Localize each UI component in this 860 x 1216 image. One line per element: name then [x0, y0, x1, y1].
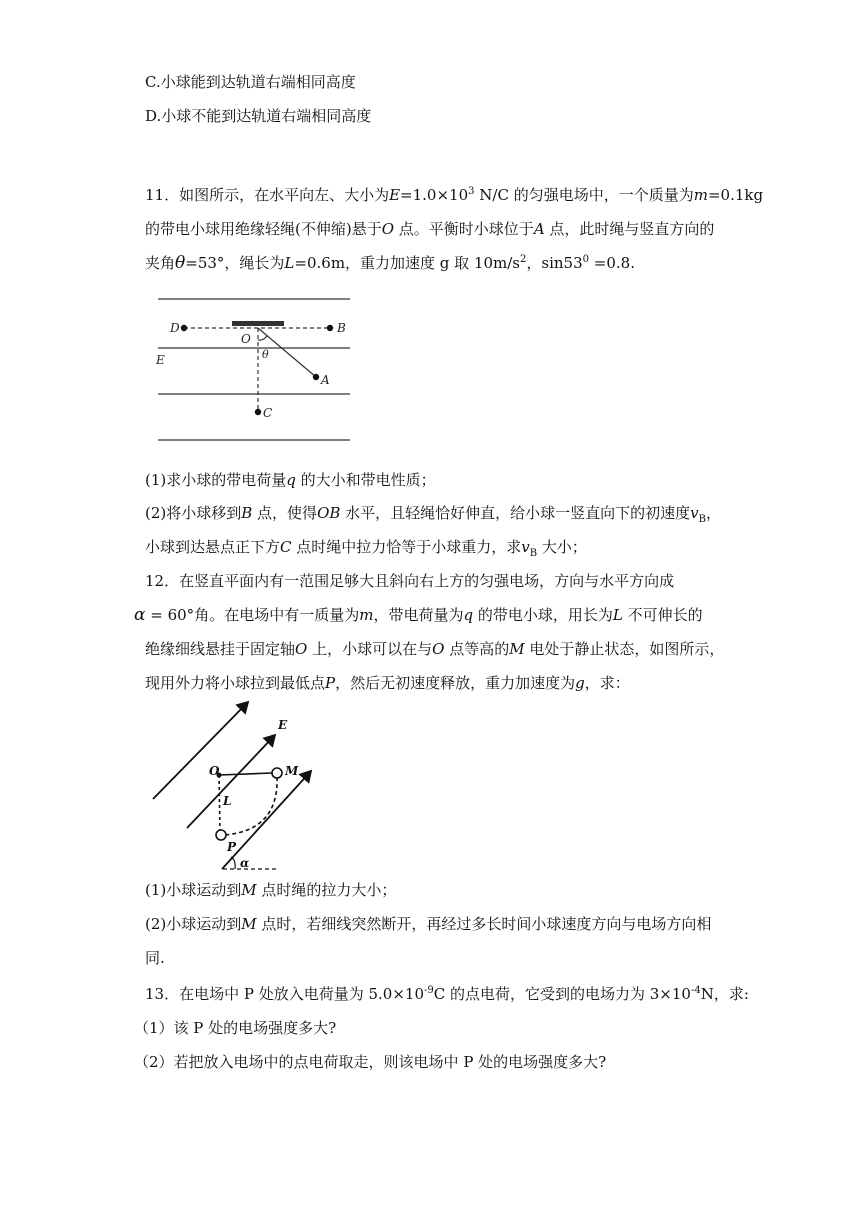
- label-c: C: [263, 406, 273, 420]
- q11-line-1: 11．如图所示，在水平向左、大小为$E=1.0\times 10^3$ N/C 的匀强电场中，一个质量为m=0.1kg: [145, 186, 764, 204]
- label-alpha: α: [240, 856, 250, 870]
- label-d: D: [170, 321, 180, 335]
- q12-part-1: (1)小球运动到M 点时绳的拉力大小；: [145, 881, 397, 899]
- point-a: [313, 374, 319, 380]
- dashed-arc: [225, 777, 277, 835]
- q12-part-2: (2)小球运动到M 点时，若细线突然断开，再经过多长时间小球速度方向与电场方向相: [145, 915, 712, 933]
- dashed-op: [219, 775, 220, 832]
- label-theta: θ: [262, 348, 269, 361]
- q12-part-2-cont: 同.: [145, 949, 165, 967]
- label-e: E: [278, 718, 288, 732]
- q11-part-2-cont: 小球到达悬点正下方C 点时绳中拉力恰等于小球重力，求$v_B$ 大小；: [145, 538, 587, 559]
- ball-p: [216, 830, 226, 840]
- option-c: C.小球能到达轨道右端相同高度: [145, 73, 356, 91]
- label-e: E: [156, 353, 165, 367]
- point-d: [181, 325, 187, 331]
- label-b: B: [337, 321, 346, 335]
- label-a: A: [321, 373, 330, 387]
- q12-line-3: 绝缘细线悬挂于固定轴O 上，小球可以在与O 点等高的M 电处于静止状态，如图所示，: [145, 640, 725, 658]
- q11-part-1: (1)求小球的带电荷量q 的大小和带电性质；: [145, 471, 436, 489]
- q13-sub-2: （2）若把放入电场中的点电荷取走，则该电场中 P 处的电场强度多大?: [134, 1053, 607, 1071]
- q12-line-4: 现用外力将小球拉到最低点P，然后无初速度释放，重力加速度为g，求：: [145, 674, 630, 692]
- field-line-1: [153, 702, 248, 799]
- point-b: [327, 325, 333, 331]
- q11-line-2: 的带电小球用绝缘轻绳(不伸缩)悬于O 点。平衡时小球位于A 点，此时绳与竖直方向的: [145, 220, 715, 238]
- ball-m: [272, 768, 282, 778]
- q12-line-2: α = 60°角。在电场中有一质量为m，带电荷量为q 的带电小球，用长为L 不可伸长的: [134, 605, 703, 625]
- label-p: P: [227, 840, 237, 854]
- point-c: [255, 409, 261, 415]
- label-l: L: [223, 794, 232, 808]
- q13-line-1: 13．在电场中 P 处放入电荷量为 $5.0\times 10^{-9}C$ 的点电荷，它受到的电场力为 $3\times 10^{-4}N$，求:: [145, 985, 749, 1003]
- theta-arc: [258, 336, 267, 340]
- label-m: M: [285, 764, 299, 778]
- q11-part-2: (2)将小球移到B 点，使得OB 水平，且轻绳恰好伸直，给小球一竖直向下的初速度$v_B$，: [145, 504, 722, 525]
- label-o: O: [241, 332, 251, 346]
- field-line-2: [187, 735, 275, 828]
- q13-sub-1: （1）该 P 处的电场强度多大?: [134, 1019, 337, 1037]
- option-d: D.小球不能到达轨道右端相同高度: [145, 107, 372, 125]
- q11-line-3: 夹角θ=53°，绳长为L=0.6m，重力加速度 g 取 $10m/s^2$，$\sin 53^0 =0.8$.: [145, 253, 635, 273]
- field-line-3: [222, 771, 311, 869]
- q12-figure: [145, 695, 299, 875]
- rope-om: [219, 773, 272, 775]
- q11-figure: [150, 290, 360, 450]
- label-o: O: [209, 764, 220, 778]
- q12-line-1: 12．在竖直平面内有一范围足够大且斜向右上方的匀强电场，方向与水平方向成: [145, 572, 675, 590]
